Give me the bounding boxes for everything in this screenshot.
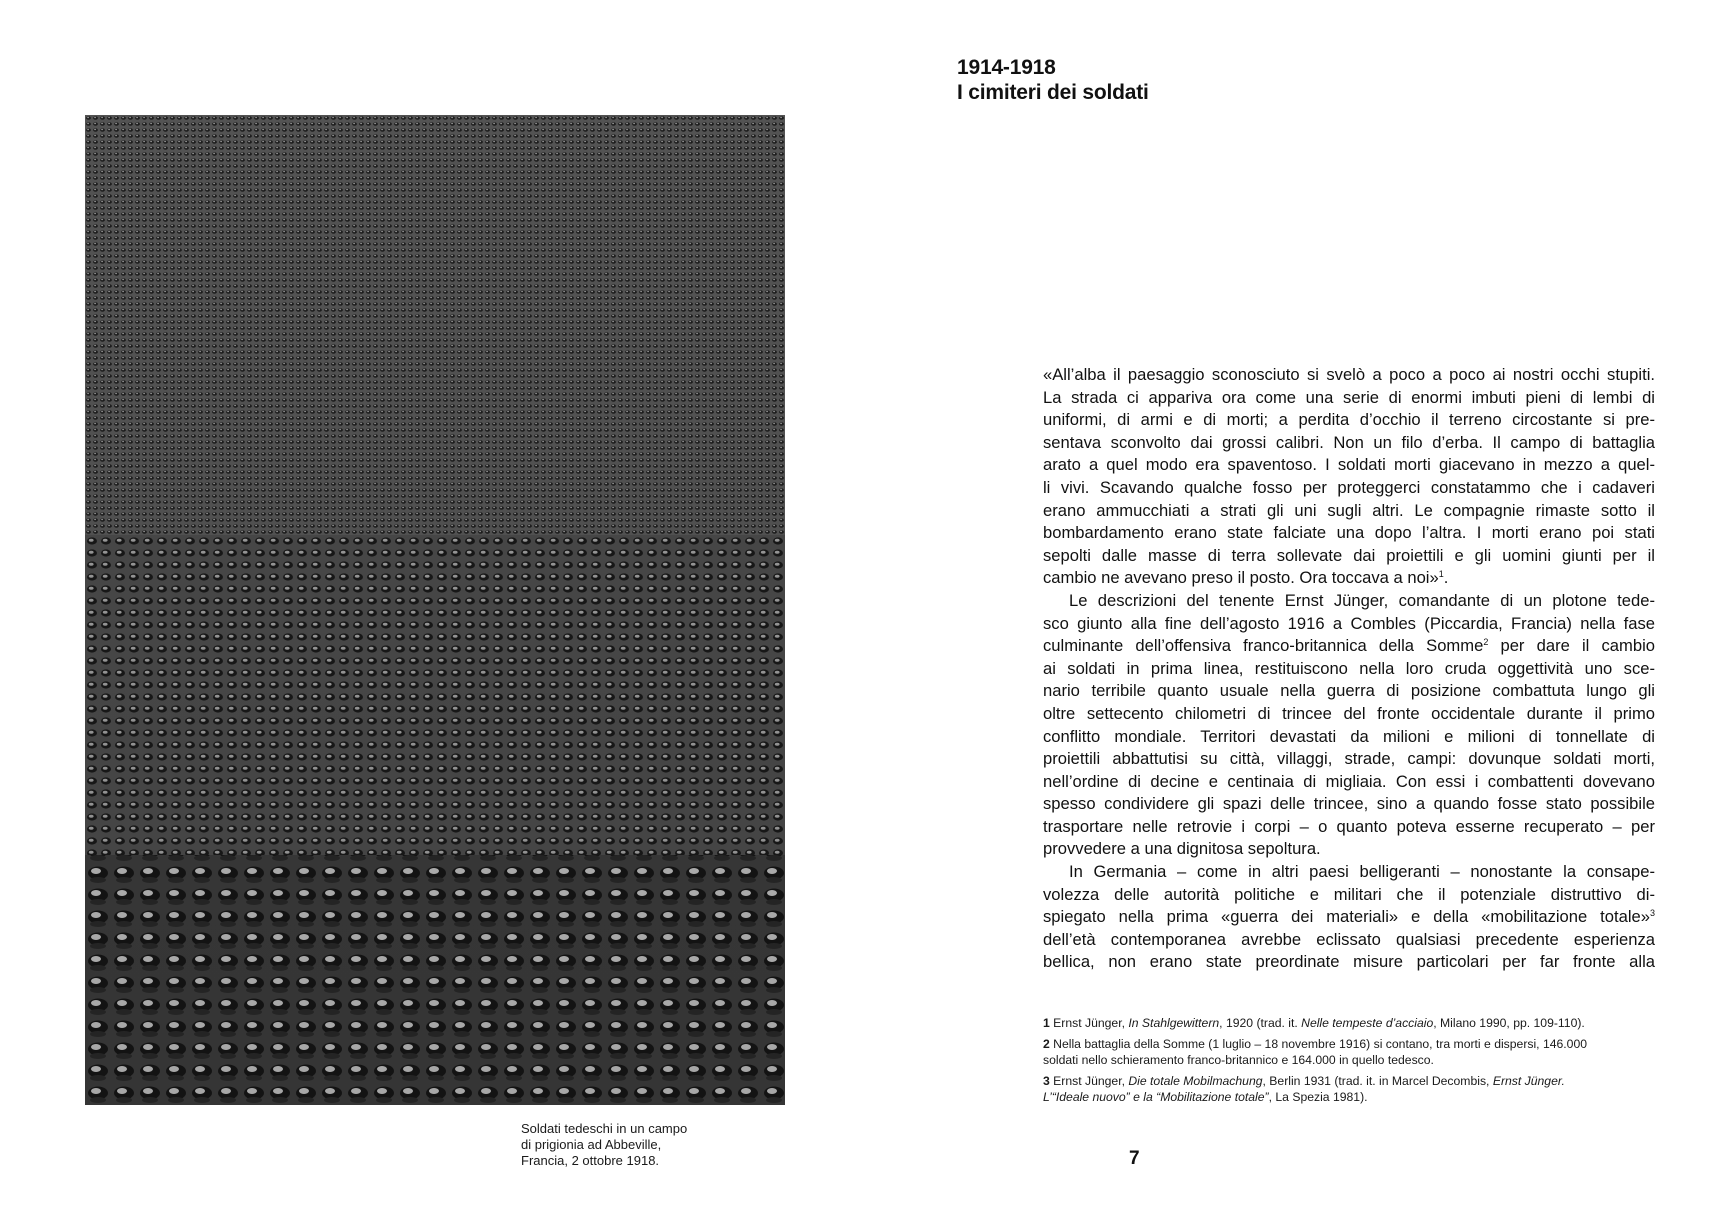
footnote-title: Nelle tempeste d’acciaio [1301,1016,1434,1030]
body-line: volezza delle autorità politiche e militari che il potenziale distruttivo di- [1043,884,1655,904]
body-line: ai soldati in prima linea, restituiscono nella loro cruda oggettività uno sce- [1043,658,1655,678]
body-line: bombardamento erano state falciate una dopo l’altra. I morti erano poi stati [1043,523,1655,543]
footnote-title: Die totale Mobilmachung [1128,1074,1263,1088]
body-line [1043,906,1655,929]
body-line [1043,567,1655,590]
caption-line: Soldati tedeschi in un campo [521,1121,688,1136]
body-text [1043,364,1655,974]
right-page [866,0,1732,1220]
body-line: oltre settecento chilometri di trincee del fronte occidentale durante il primo [1043,703,1655,723]
footnote-title: In Stahlgewittern [1128,1016,1220,1030]
footnote-title: L’“Ideale nuovo” e la “Mobilitazione totale” [1043,1090,1269,1104]
footnote-number: 2 [1043,1037,1050,1051]
body-line-text: culminante dell’offensiva franco-britannica della Somme [1043,636,1484,656]
body-line: uniformi, di armi e di morti; a perdita d’occhio il terreno circostante si pre- [1043,410,1655,430]
footnote-text: Ernst Jünger, [1053,1074,1129,1088]
body-line [1043,635,1655,658]
chapter-years: 1914-1918 [957,56,1056,79]
footnote-text: , Berlin 1931 (trad. it. in Marcel Decombis, [1262,1074,1493,1088]
crowd-of-soldiers-photo [85,115,785,1105]
body-line: trasportare nelle retrovie i corpi – o quanto poteva esserne recuperato – per [1043,816,1655,836]
body-line: provvedere a una dignitosa sepoltura. [1043,839,1321,859]
caption-line: Francia, 2 ottobre 1918. [521,1153,660,1168]
footnote-number: 3 [1043,1074,1050,1088]
body-line: dell’età contemporanea avrebbe eclissato qualsiasi precedente esperienza [1043,929,1655,949]
body-line: nell’ordine di decine e centinaia di migliaia. Con essi i combattenti dovevano [1043,771,1655,791]
footnote-1 [1043,1015,1663,1031]
page-number: 7 [1129,1148,1140,1169]
body-line: sepolti dalle masse di terra sollevate dai proiettili e gli uomini giunti per il [1043,545,1655,565]
chapter-title: I cimiteri dei soldati [957,81,1149,104]
body-line: proiettili abbattutisi su città, villaggi, strade, campi: dovunque soldati morti, [1043,749,1655,769]
body-line: spesso condividere gli spazi delle trincee, sino a quando fosse stato possibile [1043,794,1655,814]
crowd-photo-image [85,115,785,1105]
footnote-text: Ernst Jünger, [1053,1016,1129,1030]
body-line: arato a quel modo era spaventoso. I soldati morti giacevano in mezzo a quel- [1043,455,1655,475]
body-line-text: spiegato nella prima «guerra dei materiali» e della «mobilitazione totale» [1043,907,1650,927]
body-line: erano ammucchiati a strati gli uni sugli altri. Le compagnie rimaste sotto il [1043,500,1655,520]
footnote-ref-2: 2 [1483,637,1489,648]
body-line: conflitto mondiale. Territori devastati da milioni e milioni di tonnellate di [1043,726,1655,746]
footnote-text: , Milano 1990, pp. 109-110). [1433,1016,1585,1030]
footnote-title: Ernst Jünger. [1492,1074,1565,1088]
footnote-3 [1043,1073,1663,1105]
body-line-tail: . [1443,568,1449,588]
body-line-text: cambio ne avevano preso il posto. Ora toccava a noi» [1043,568,1439,588]
body-line: «All’alba il paesaggio sconosciuto si svelò a poco a poco ai nostri occhi stupiti. [1043,365,1655,384]
footnote-2 [1043,1036,1663,1068]
footnote-ref-3: 3 [1649,908,1655,919]
body-line: La strada ci appariva ora come una serie di enormi imbuti pieni di lembi di [1043,387,1655,407]
body-line-tail: per dare il cambio [1488,636,1655,656]
chapter-heading [957,55,1149,105]
body-line: sco giunto alla fine dell’agosto 1916 a Combles (Piccardia, Francia) nella fase [1043,613,1655,633]
body-line: Le descrizioni del tenente Ernst Jünger, comandante di un plotone tede- [1069,590,1655,610]
body-line: In Germania – come in altri paesi belligeranti – nonostante la consape- [1069,862,1655,882]
footnote-text: , 1920 (trad. it. [1219,1016,1302,1030]
body-line: bellica, non erano state preordinate misure particolari per far fronte alla [1043,952,1655,972]
photo-caption [521,1121,721,1169]
footnote-ref-1: 1 [1438,569,1444,580]
footnote-text: Nella battaglia della Somme (1 luglio – 18 novembre 1916) si contano, tra morti e dispersi, 146.000 [1053,1037,1588,1051]
body-line: li vivi. Scavando qualche fosso per proteggerci constatammo che i cadaveri [1043,477,1655,497]
caption-line: di prigionia ad Abbeville, [521,1137,662,1152]
footnotes [1043,1015,1663,1110]
footnote-text: , La Spezia 1981). [1268,1090,1368,1104]
body-line: sentava sconvolto dai grossi calibri. Non un filo d’erba. Il campo di battaglia [1043,432,1655,452]
footnote-number: 1 [1043,1016,1050,1030]
body-line: nario terribile quanto usuale nella guerra di posizione combattuta lungo gli [1043,681,1655,701]
footnote-text: soldati nello schieramento franco-britannico e 164.000 in quello tedesco. [1043,1053,1434,1067]
